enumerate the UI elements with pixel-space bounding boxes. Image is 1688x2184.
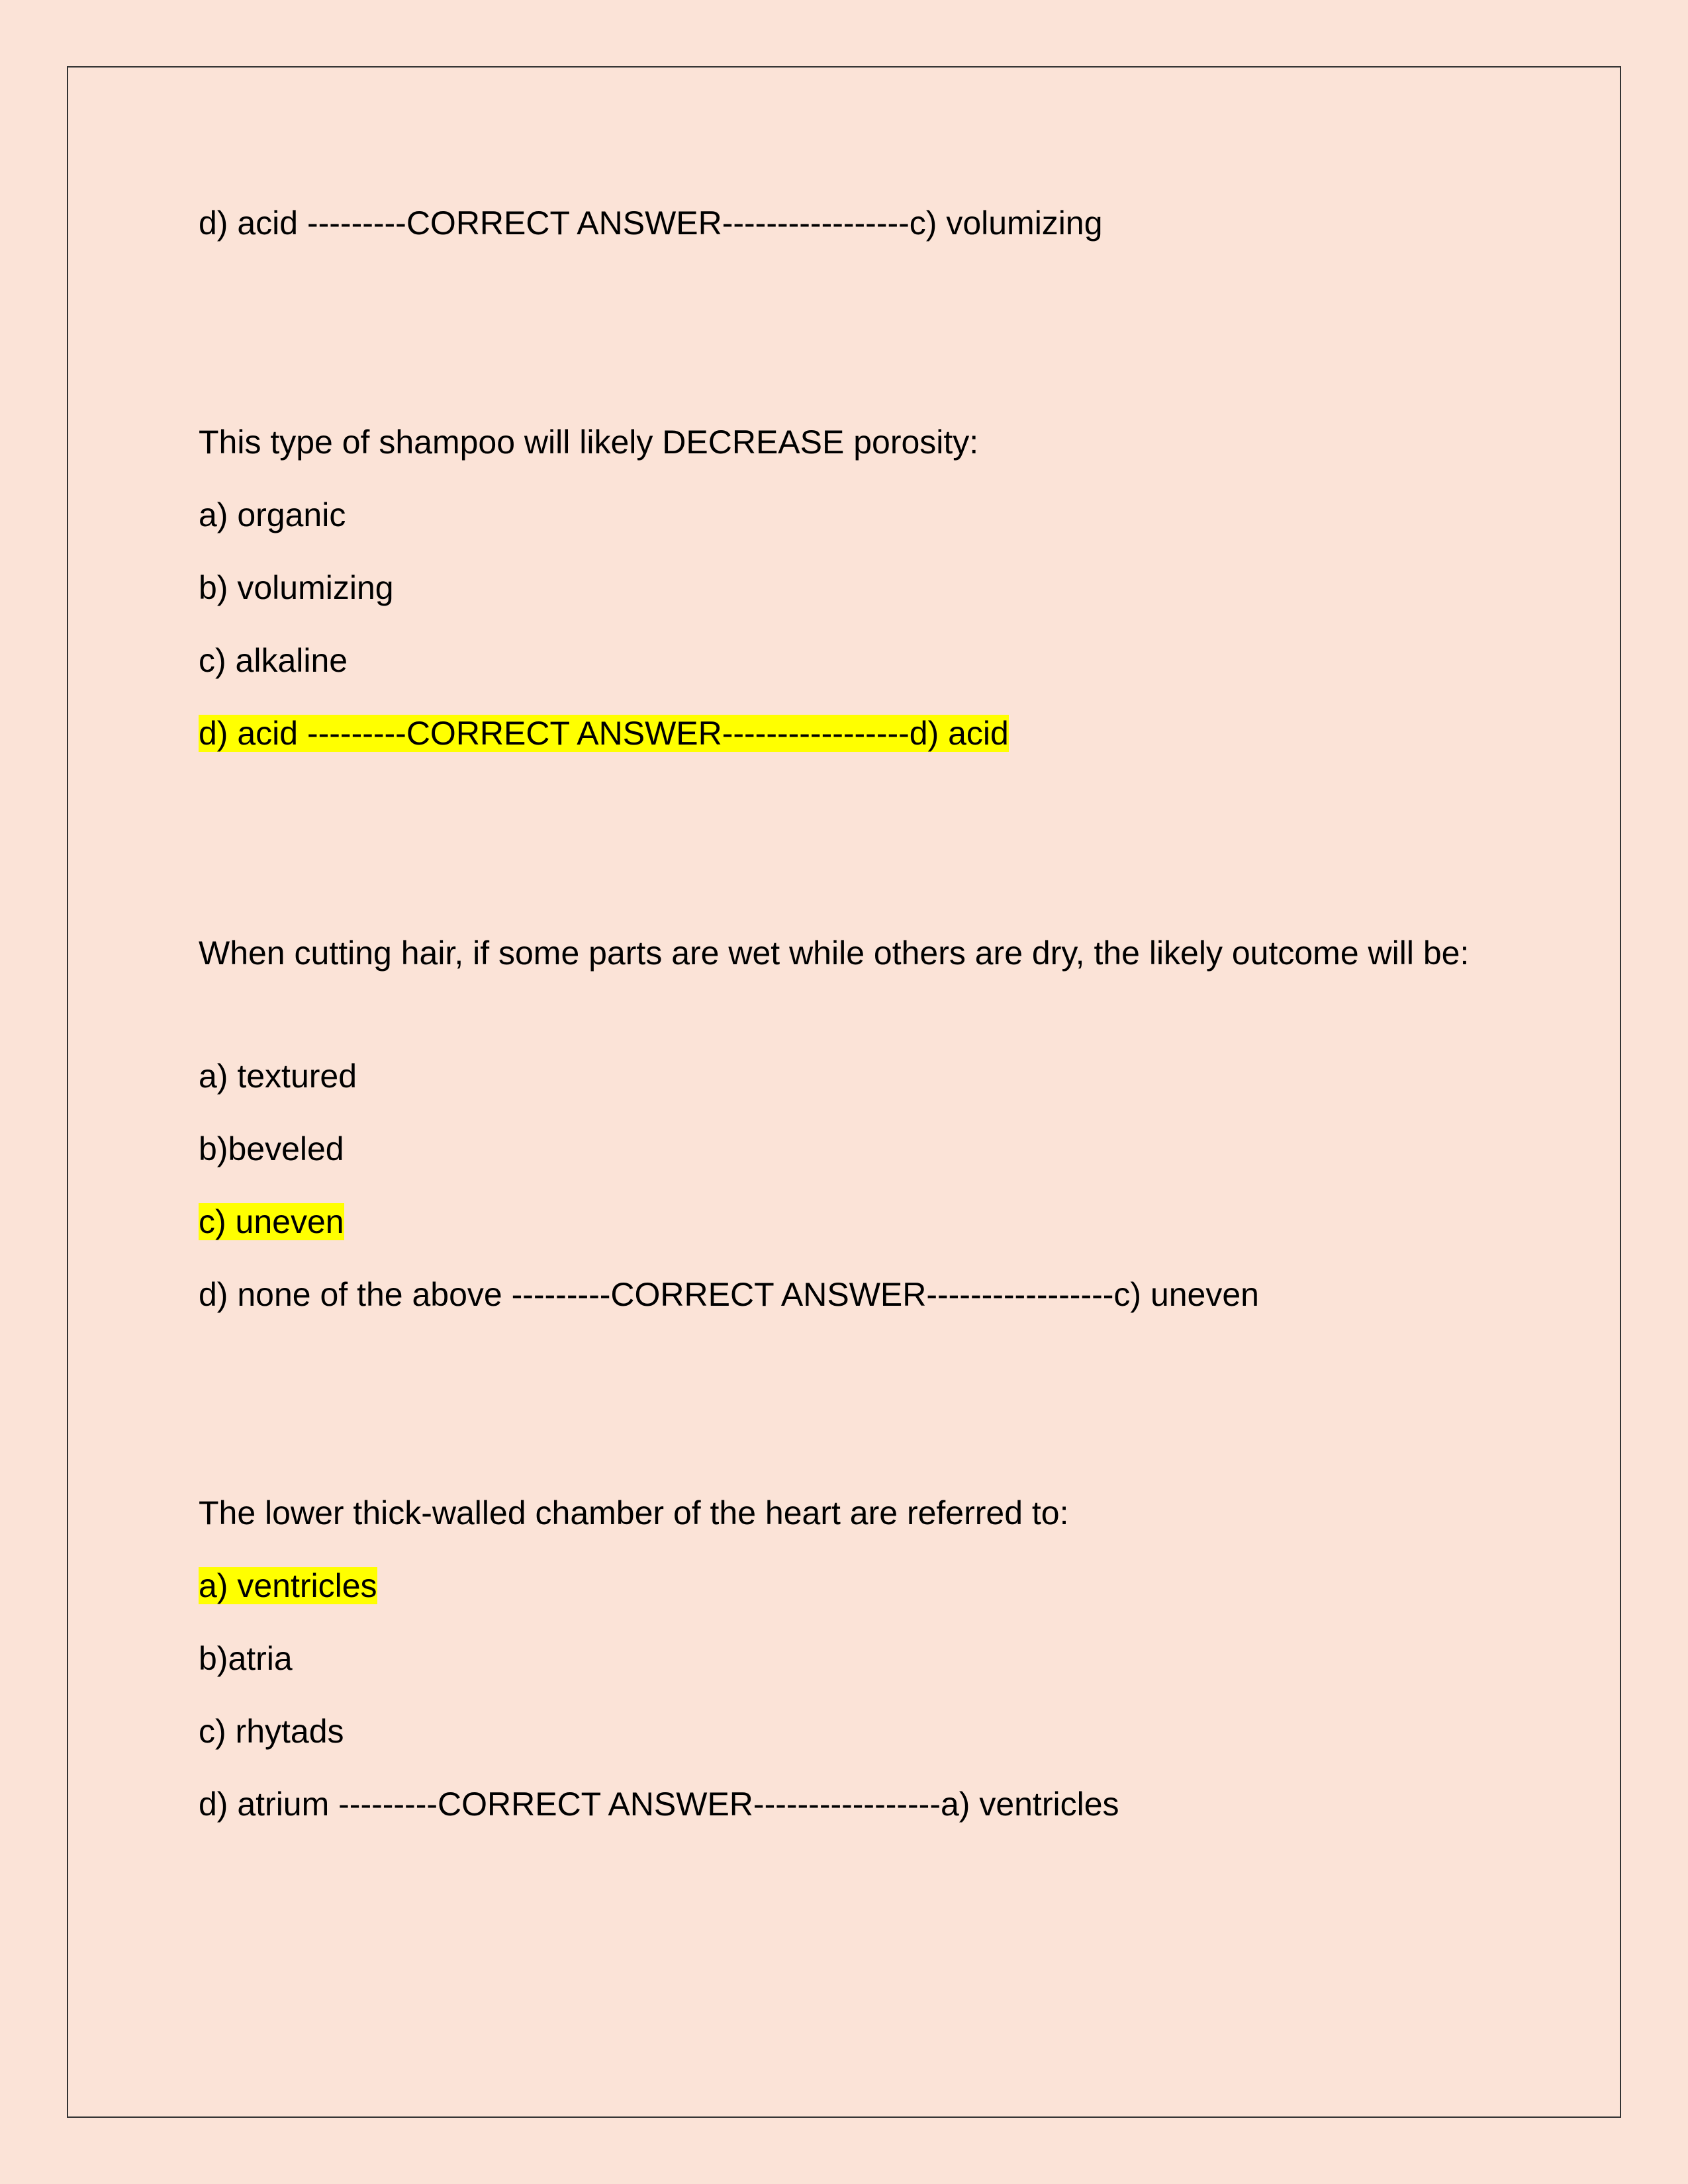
question-text-q2: When cutting hair, if some parts are wet while others are dry, the likely outcome will be: <box>199 934 1470 972</box>
option-c-q2 <box>199 1198 344 1246</box>
answer-line-q1 <box>199 709 1009 757</box>
answer-line-q2: d) none of the above ---------CORRECT ANSWER-----------------c) uneven <box>199 1276 1259 1313</box>
option-a-q1: a) organic <box>199 496 346 533</box>
option-b-q1: b) volumizing <box>199 569 394 606</box>
option-c-q3: c) rhytads <box>199 1713 344 1750</box>
highlighted-answer: d) acid ---------CORRECT ANSWER-----------------d) acid <box>199 715 1009 752</box>
highlighted-answer: a) ventricles <box>199 1567 377 1604</box>
option-b-q2: b)beveled <box>199 1130 344 1167</box>
answer-line-text: d) acid ---------CORRECT ANSWER-----------------c) volumizing <box>199 205 1103 242</box>
answer-line-q3: d) atrium ---------CORRECT ANSWER-----------------a) ventricles <box>199 1786 1119 1823</box>
option-c-q1: c) alkaline <box>199 642 348 679</box>
highlighted-answer: c) uneven <box>199 1203 344 1240</box>
option-b-q3: b)atria <box>199 1640 293 1677</box>
option-a-q2: a) textured <box>199 1058 357 1095</box>
option-a-q3 <box>199 1562 377 1610</box>
answer-line-q0 <box>199 199 1103 247</box>
question-text-q1: This type of shampoo will likely DECREASE porosity: <box>199 424 979 461</box>
question-text-q3: The lower thick-walled chamber of the heart are referred to: <box>199 1494 1069 1531</box>
